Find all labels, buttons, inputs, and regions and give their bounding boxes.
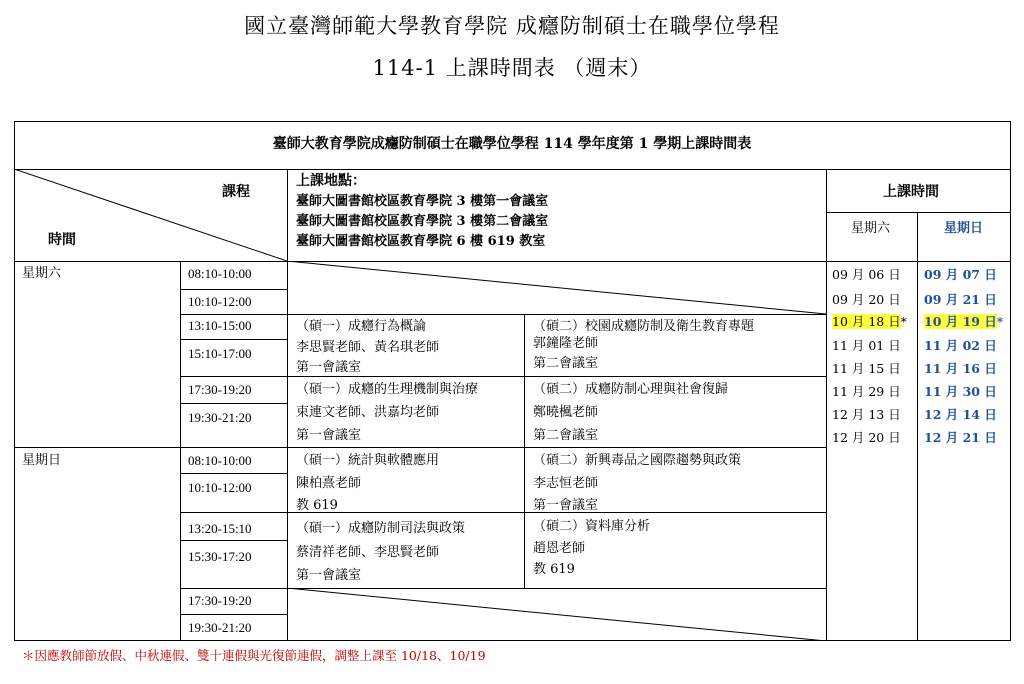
page-title: 國立臺灣師範大學教育學院 成癮防制碩士在職學位學程 xyxy=(244,14,780,38)
time-slot: 19:30-21:20 xyxy=(188,410,252,425)
sunday-header: 星期日 xyxy=(944,221,984,236)
divider xyxy=(180,314,826,315)
time-slot: 10:10-12:00 xyxy=(188,294,252,309)
divider xyxy=(826,169,827,641)
course-name: （碩二）成癮防制心理與社會復歸 xyxy=(533,382,729,397)
saturday-date: 11 月 29 日 xyxy=(832,384,901,399)
time-slot: 15:30-17:20 xyxy=(188,549,252,564)
sunday-date-highlighted: 10 月 19 日* xyxy=(924,314,1004,329)
course-room: 第二會議室 xyxy=(533,428,599,443)
time-slot: 19:30-21:20 xyxy=(188,620,252,635)
divider xyxy=(180,403,287,404)
empty-cell-diagonal xyxy=(287,588,826,641)
page-subtitle: 114-1 上課時間表 （週末） xyxy=(372,56,652,80)
location-3: 臺師大圖書館校區教育學院 6 樓 619 教室 xyxy=(296,234,546,249)
course-name: （碩一）成癮的生理機制與治療 xyxy=(296,382,479,397)
class-time-header: 上課時間 xyxy=(883,184,939,200)
course-name: （碩二）校園成癮防制及衛生教育專題 xyxy=(533,319,755,334)
divider xyxy=(524,314,525,447)
footnote: ＊因應教師節放假、中秋連假、雙十連假與光復節連假，調整上課至 10/18、10/19 xyxy=(22,648,486,663)
column-header-course: 課程 xyxy=(222,184,250,200)
time-slot: 08:10-10:00 xyxy=(188,266,252,281)
divider xyxy=(180,473,287,474)
course-name: （碩二）資料庫分析 xyxy=(533,519,651,534)
course-teacher: 蔡清祥老師、李思賢老師 xyxy=(296,545,440,560)
course-teacher: 趙恩老師 xyxy=(533,541,586,556)
course-name: （碩一）成癮防制司法與政策 xyxy=(296,521,466,536)
saturday-date-highlighted: 10 月 18 日* xyxy=(832,314,907,329)
course-teacher: 李思賢老師、黃名琪老師 xyxy=(296,340,440,355)
column-header-time: 時間 xyxy=(48,232,76,248)
course-room: 第一會議室 xyxy=(296,428,362,443)
course-room: 第一會議室 xyxy=(296,568,362,583)
saturday-date: 12 月 20 日 xyxy=(832,430,901,445)
course-room: 第一會議室 xyxy=(296,360,362,375)
course-teacher: 束連文老師、洪嘉均老師 xyxy=(296,405,440,420)
course-room: 第二會議室 xyxy=(533,356,599,371)
empty-cell-diagonal xyxy=(287,261,826,314)
sunday-date: 11 月 02 日 xyxy=(924,338,997,353)
divider xyxy=(287,169,288,641)
time-slot: 10:10-12:00 xyxy=(188,480,252,495)
sunday-date: 11 月 16 日 xyxy=(924,361,997,376)
course-name: （碩一）統計與軟體應用 xyxy=(296,453,440,468)
course-name: （碩二）新興毒品之國際趨勢與政策 xyxy=(533,453,742,468)
location-2: 臺師大圖書館校區教育學院 3 樓第二會議室 xyxy=(296,214,549,229)
divider xyxy=(180,261,181,641)
location-1: 臺師大圖書館校區教育學院 3 樓第一會議室 xyxy=(296,194,549,209)
location-title: 上課地點： xyxy=(296,173,366,189)
divider xyxy=(524,447,525,588)
time-slot: 13:20-15:10 xyxy=(188,521,252,536)
divider xyxy=(180,289,287,290)
time-slot: 15:10-17:00 xyxy=(188,346,252,361)
saturday-date: 09 月 06 日 xyxy=(832,267,901,282)
time-slot: 17:30-19:20 xyxy=(188,593,252,608)
sunday-date: 09 月 21 日 xyxy=(924,292,997,307)
course-name: （碩一）成癮行為概論 xyxy=(296,319,427,334)
sunday-date: 12 月 14 日 xyxy=(924,407,997,422)
course-teacher: 鄭曉楓老師 xyxy=(533,405,599,420)
course-teacher: 郭鐘隆老師 xyxy=(533,336,599,351)
saturday-date: 09 月 20 日 xyxy=(832,292,901,307)
course-teacher: 李志恒老師 xyxy=(533,476,599,491)
course-room: 第一會議室 xyxy=(533,498,599,513)
saturday-date: 11 月 01 日 xyxy=(832,338,901,353)
course-teacher: 陳柏熹老師 xyxy=(296,476,362,491)
divider xyxy=(180,540,287,541)
day-label-saturday: 星期六 xyxy=(22,266,62,281)
time-slot: 17:30-19:20 xyxy=(188,382,252,397)
divider xyxy=(180,614,287,615)
saturday-header: 星期六 xyxy=(851,221,891,236)
divider xyxy=(826,212,1011,213)
sunday-date: 09 月 07 日 xyxy=(924,267,997,282)
divider xyxy=(180,512,826,513)
divider xyxy=(917,212,918,641)
divider xyxy=(180,376,826,377)
saturday-date: 11 月 15 日 xyxy=(832,361,901,376)
sunday-date: 12 月 21 日 xyxy=(924,430,997,445)
divider xyxy=(14,447,826,448)
course-room: 教 619 xyxy=(296,498,338,513)
divider xyxy=(180,339,287,340)
saturday-date: 12 月 13 日 xyxy=(832,407,901,422)
table-caption: 臺師大教育學院成癮防制碩士在職學位學程 114 學年度第 1 學期上課時間表 xyxy=(272,136,752,152)
time-slot: 08:10-10:00 xyxy=(188,453,252,468)
course-room: 教 619 xyxy=(533,562,575,577)
sunday-date: 11 月 30 日 xyxy=(924,384,997,399)
time-slot: 13:10-15:00 xyxy=(188,318,252,333)
day-label-sunday: 星期日 xyxy=(22,453,62,468)
